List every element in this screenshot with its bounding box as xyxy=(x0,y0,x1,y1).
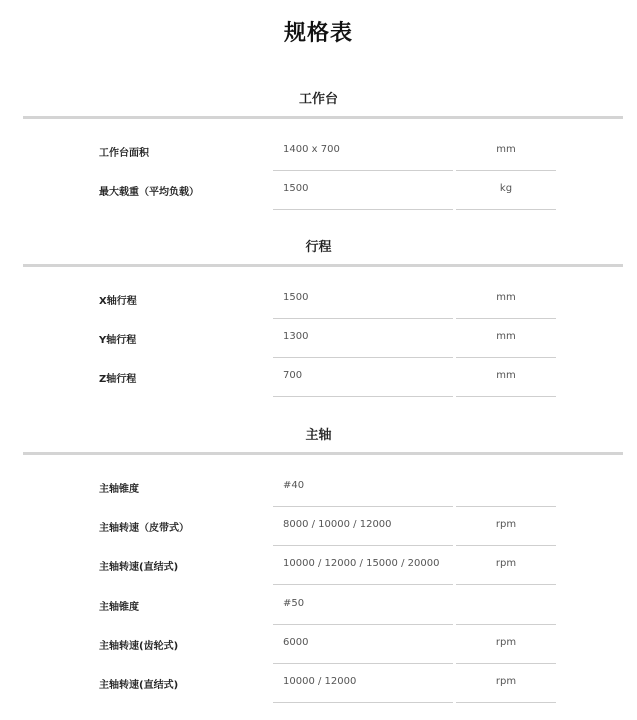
spec-unit-cell xyxy=(456,358,556,397)
spec-unit-cell xyxy=(456,625,556,664)
spec-unit: mm xyxy=(496,292,516,303)
section-worktable xyxy=(0,89,637,111)
spec-value: 1300 xyxy=(283,331,309,342)
spec-label: 最大载重（平均负载） xyxy=(99,187,199,198)
spec-value: #40 xyxy=(283,480,305,491)
spec-value-cell xyxy=(273,586,453,625)
section-title: 主轴 xyxy=(305,428,332,443)
spec-value: 1500 xyxy=(283,292,309,303)
spec-value-cell xyxy=(273,546,453,585)
spec-unit-cell xyxy=(456,586,556,625)
spec-row xyxy=(0,319,637,358)
section-divider xyxy=(23,116,623,119)
spec-unit: rpm xyxy=(495,519,517,530)
spec-unit-cell xyxy=(456,664,556,703)
spec-value-cell xyxy=(273,664,453,703)
spec-row xyxy=(0,132,637,171)
spec-value: 10000 / 12000 xyxy=(283,676,357,687)
spec-unit: kg xyxy=(499,183,513,194)
spec-unit-cell xyxy=(456,132,556,171)
spec-value-cell xyxy=(273,358,453,397)
spec-label: 主轴锥度 xyxy=(99,484,139,495)
section-divider xyxy=(23,264,623,267)
spec-label: Y轴行程 xyxy=(99,335,137,346)
spec-unit: rpm xyxy=(495,637,517,648)
spec-label: 主轴转速(直结式) xyxy=(99,562,179,573)
section-title: 工作台 xyxy=(298,92,338,107)
spec-row xyxy=(0,507,637,546)
page-title: 规格表 xyxy=(283,21,353,46)
spec-row xyxy=(0,546,637,585)
spec-value: 6000 xyxy=(283,637,309,648)
spec-label: 主轴转速(直结式) xyxy=(99,680,179,691)
section-title: 行程 xyxy=(305,240,332,255)
spec-unit: rpm xyxy=(495,676,517,687)
spec-value: 700 xyxy=(283,370,303,381)
spec-row xyxy=(0,625,637,664)
spec-row xyxy=(0,468,637,507)
spec-label: 主轴转速（皮带式） xyxy=(99,523,189,534)
spec-label: X轴行程 xyxy=(99,296,137,307)
spec-row xyxy=(0,171,637,210)
spec-row xyxy=(0,358,637,397)
spec-label: 主轴锥度 xyxy=(99,602,139,613)
spec-unit-cell xyxy=(456,280,556,319)
spec-unit-cell xyxy=(456,507,556,546)
spec-value: 10000 / 12000 / 15000 / 20000 xyxy=(283,558,440,569)
spec-value-cell xyxy=(273,280,453,319)
spec-value-cell xyxy=(273,132,453,171)
spec-value-cell xyxy=(273,171,453,210)
section-divider xyxy=(23,452,623,455)
spec-value-cell xyxy=(273,625,453,664)
spec-value: #50 xyxy=(283,598,305,609)
spec-unit: mm xyxy=(496,370,516,381)
spec-unit-cell xyxy=(456,546,556,585)
spec-value: 8000 / 10000 / 12000 xyxy=(283,519,392,530)
spec-label: 工作台面积 xyxy=(99,148,149,159)
spec-unit: rpm xyxy=(495,558,517,569)
spec-value: 1400 x 700 xyxy=(283,144,340,155)
spec-row xyxy=(0,664,637,703)
section-travel xyxy=(0,237,637,259)
spec-value-cell xyxy=(273,468,453,507)
spec-unit-cell xyxy=(456,468,556,507)
spec-label: Z轴行程 xyxy=(99,374,137,385)
spec-unit-cell xyxy=(456,171,556,210)
spec-value-cell xyxy=(273,507,453,546)
spec-unit: mm xyxy=(496,331,516,342)
spec-unit: mm xyxy=(496,144,516,155)
section-spindle xyxy=(0,425,637,447)
spec-row xyxy=(0,586,637,625)
spec-unit-cell xyxy=(456,319,556,358)
spec-label: 主轴转速(齿轮式) xyxy=(99,641,179,652)
spec-value-cell xyxy=(273,319,453,358)
spec-row xyxy=(0,280,637,319)
spec-value: 1500 xyxy=(283,183,309,194)
